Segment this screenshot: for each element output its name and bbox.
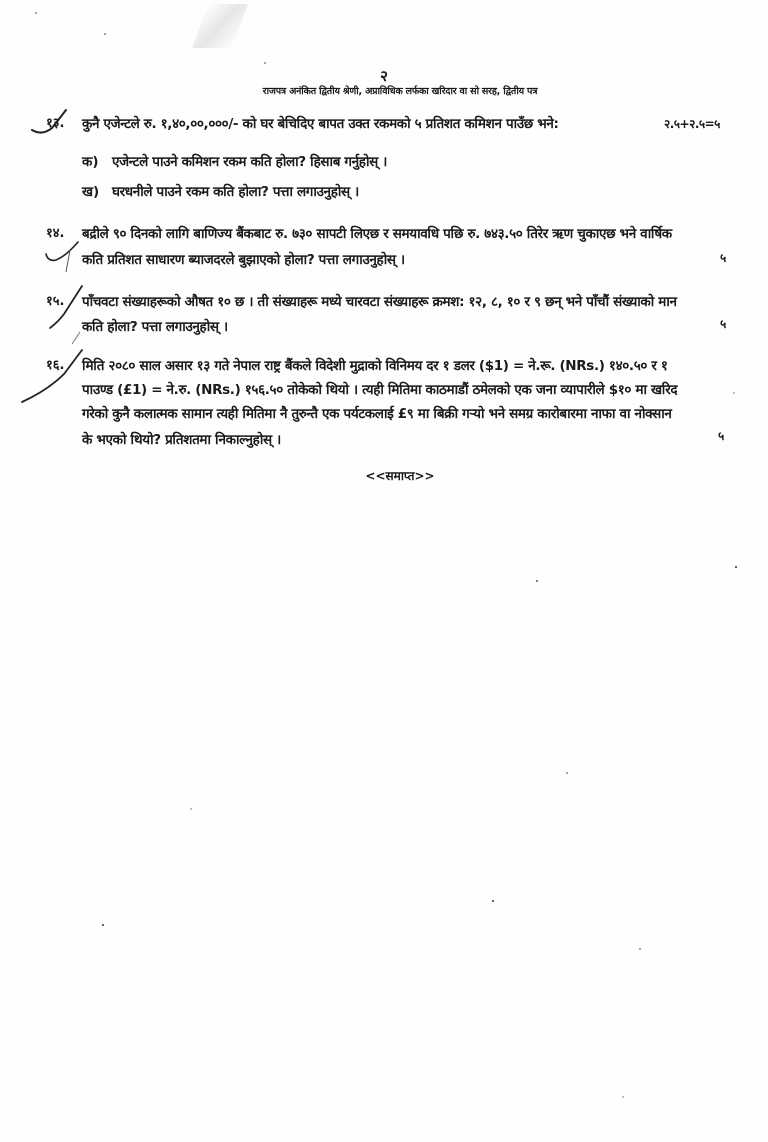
paper-speck <box>566 772 568 774</box>
question-marks: ५ <box>720 317 727 331</box>
page-number: २ <box>380 67 388 85</box>
pen-tick-mark-icon <box>20 346 90 406</box>
paper-speck <box>492 900 494 902</box>
paper-speck <box>622 1096 624 1098</box>
question-number: १५. <box>46 294 65 309</box>
paper-speck <box>639 948 641 950</box>
question-marks: २.५+२.५=५ <box>664 117 720 131</box>
paper-speck <box>536 580 538 582</box>
question-marks: ५ <box>720 251 727 265</box>
exam-header: राजपत्र अनंकित द्वितीय श्रेणी, अप्राविधिक लर्फका खरिदार वा सो सरह, द्वितीय पत्र <box>262 86 538 97</box>
question-text: पाउण्ड (£1) = ने.रु. (NRs.) १५६.५० तोकेको थियो । त्यही मितिमा काठमाडौं ठमेलको एक जना व्यापारीले $१० मा खरिद <box>82 382 678 398</box>
paper-speck <box>102 924 104 926</box>
question-text: कति होला? पत्ता लगाउनुहोस् । <box>82 319 228 335</box>
question-number: १६. <box>46 358 65 373</box>
subquestion-text: घरधनीले पाउने रकम कति होला? पत्ता लगाउनुहोस् । <box>112 184 359 200</box>
question-text: गरेको कुनै कलात्मक सामान त्यही मितिमा नै तुरुन्तै एक पर्यटकलाई £९ मा बिक्री गर्‍यो भने समग्र कारोबारमा नाफा वा नोक्सान <box>82 406 672 422</box>
question-marks: ५ <box>718 429 725 443</box>
question-text: कति प्रतिशत साधारण ब्याजदरले बुझाएको होला? पत्ता लगाउनुहोस् । <box>82 252 405 268</box>
paper-speck <box>104 33 106 35</box>
end-of-paper-mark: <<समाप्त>> <box>365 469 435 483</box>
question-number: १३. <box>46 116 65 131</box>
question-text: मिति २०८० साल असार १३ गते नेपाल राष्ट्र बैंकले विदेशी मुद्राको विनिमय दर १ डलर ($1) = ने.रू. (NRs.) १४०.५० र १ <box>82 358 668 374</box>
paper-fold-shadow <box>192 4 248 48</box>
subquestion-label: क) <box>82 154 99 170</box>
question-text: बद्रीले ९० दिनको लागि बाणिज्य बैंकबाट रु. ७३० सापटी लिएछ र समयावधि पछि रु. ७४३.५० तिरेर ऋण चुकाएछ भने वार्षिक <box>82 226 672 242</box>
subquestion-label: ख) <box>82 184 100 200</box>
subquestion-text: एजेन्टले पाउने कमिशन रकम कति होला? हिसाब गर्नुहोस् । <box>112 154 388 170</box>
pen-tick-mark-icon <box>42 240 84 274</box>
paper-speck <box>35 12 37 14</box>
paper-speck <box>264 62 266 64</box>
question-text: के भएको थियो? प्रतिशतमा निकाल्नुहोस् । <box>82 432 281 448</box>
paper-speck <box>190 808 192 810</box>
question-number: १४. <box>46 226 65 241</box>
question-text: पाँचवटा संख्याहरूको औषत १० छ । ती संख्याहरू मध्ये चारवटा संख्याहरू क्रमश: १२, ८, १० र ९ छन् भने पाँचौं संख्याको मान <box>82 294 677 310</box>
paper-speck <box>733 392 735 394</box>
question-text: कुनै एजेन्टले रु. १,४०,००,०००/- को घर बेचिदिए बापत उक्त रकमको ५ प्रतिशत कमिशन पाउँछ भने: <box>82 116 559 132</box>
paper-speck <box>735 566 737 568</box>
